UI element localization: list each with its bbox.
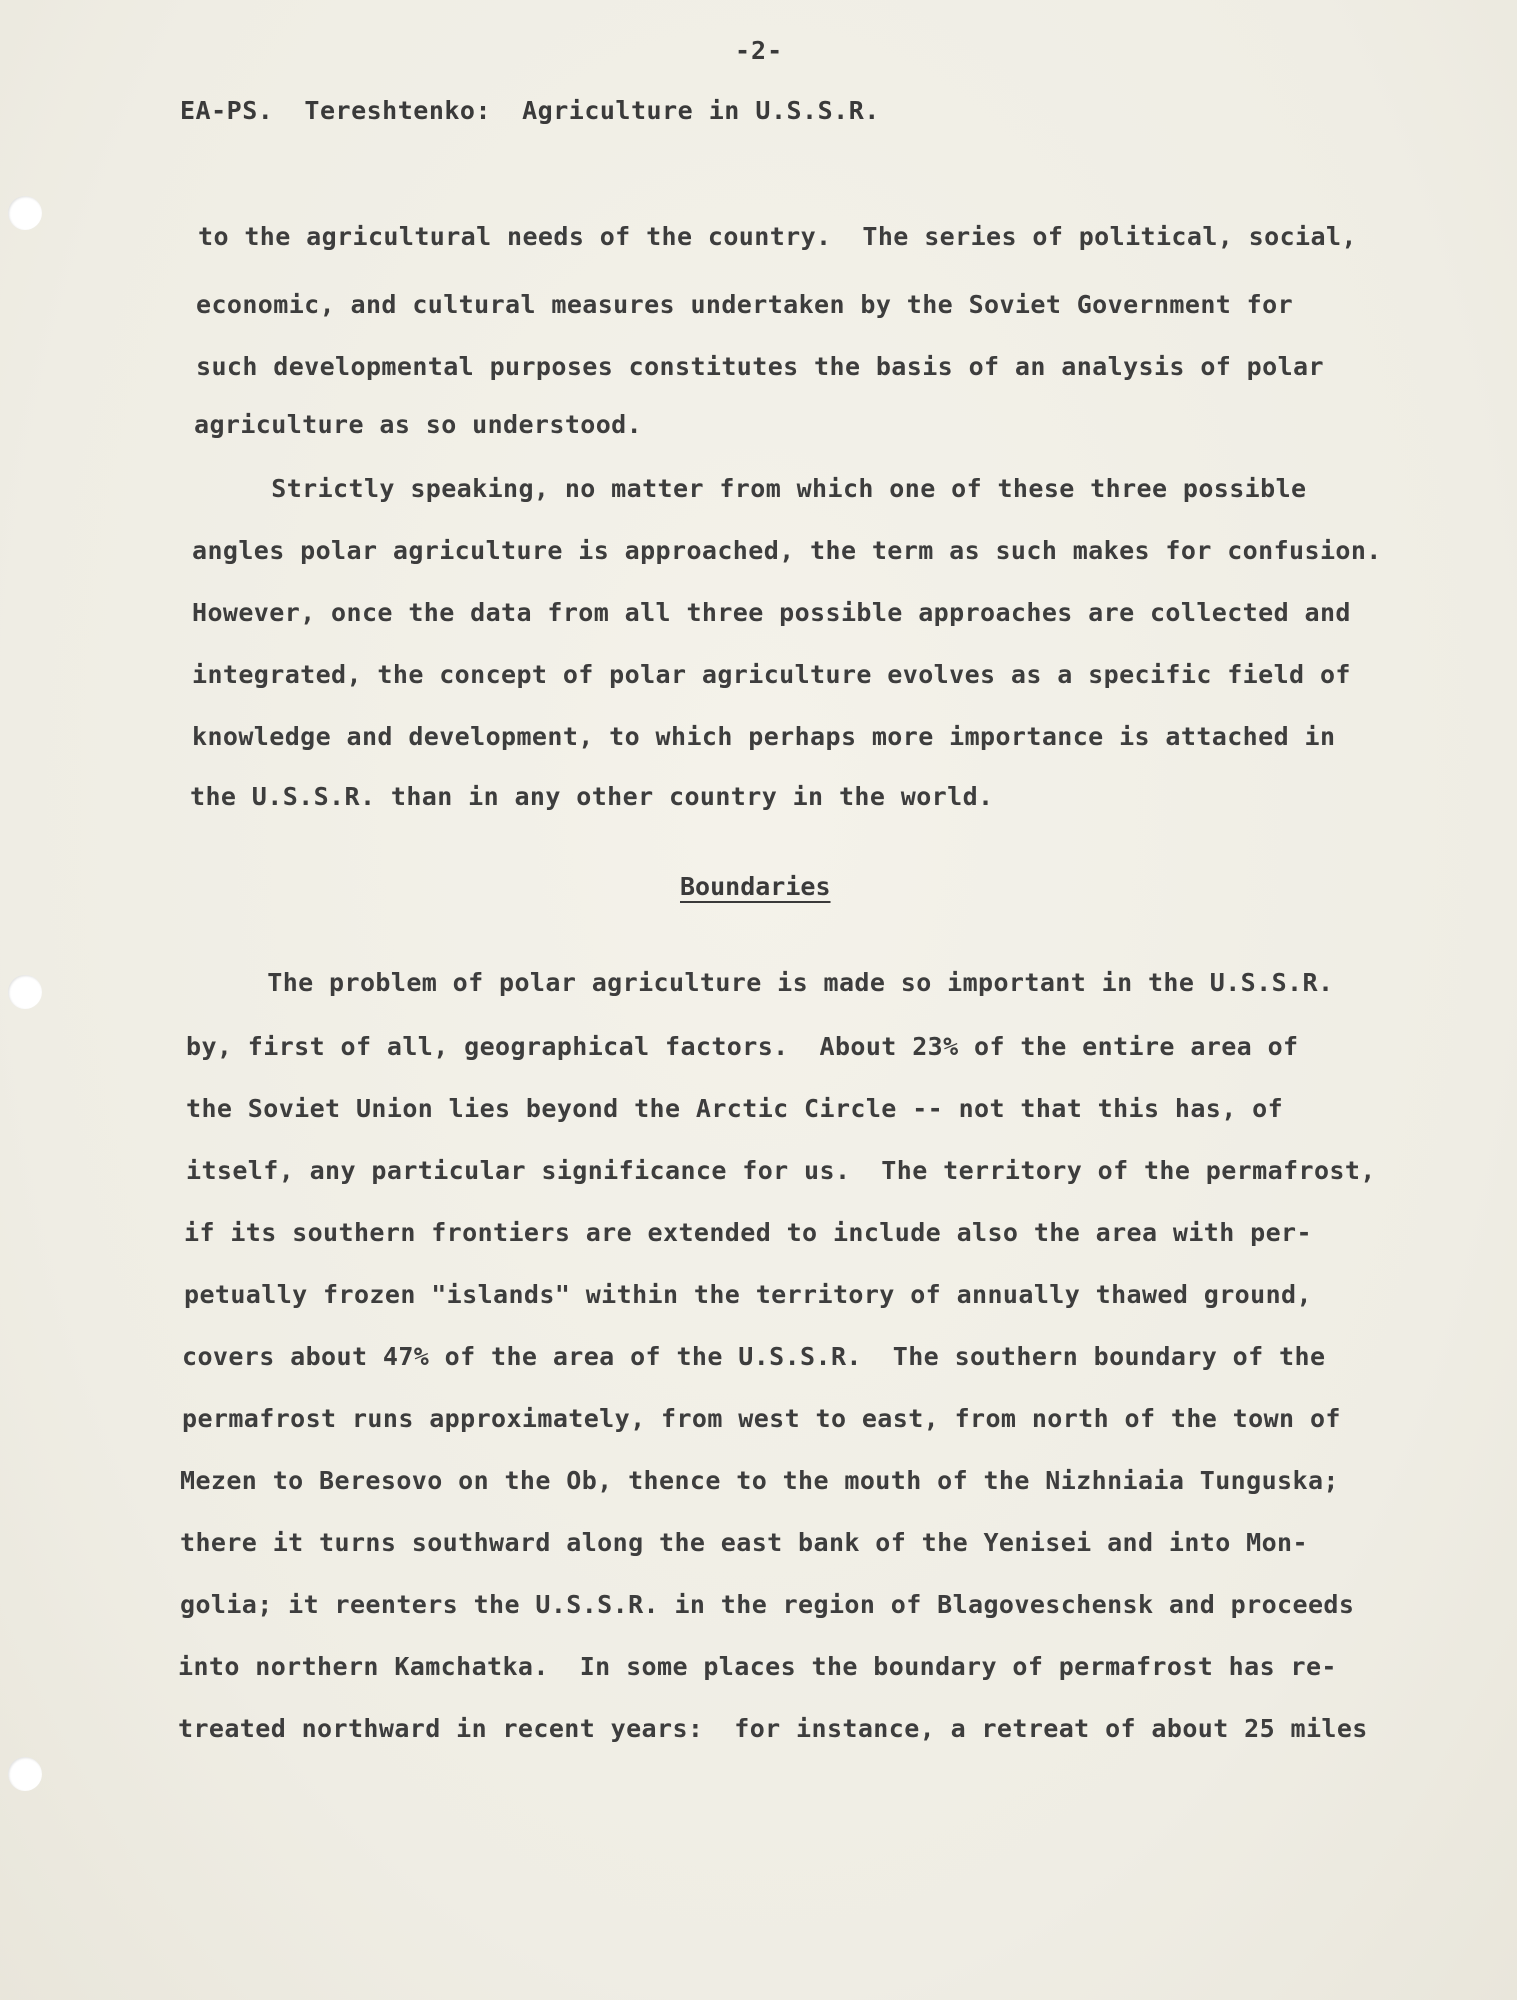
running-header: EA-PS. Tereshtenko: Agriculture in U.S.S.R. [180,96,880,125]
text-line: The problem of polar agriculture is made so important in the U.S.S.R. [190,968,1334,997]
text-line: itself, any particular significance for us. The territory of the permafrost, [186,1156,1376,1185]
text-line: golia; it reenters the U.S.S.R. in the region of Blagoveschensk and proceeds [180,1590,1355,1619]
text-line: by, first of all, geographical factors. About 23% of the entire area of [186,1032,1299,1061]
text-line: Strictly speaking, no matter from which one of these three possible [194,474,1307,503]
page-number: -2- [735,36,784,65]
text-line: economic, and cultural measures undertaken by the Soviet Government for [196,290,1294,319]
text-line: if its southern frontiers are extended to include also the area with per- [184,1218,1312,1247]
text-line: there it turns southward along the east bank of the Yenisei and into Mon- [180,1528,1308,1557]
text-line: knowledge and development, to which perhaps more importance is attached in [192,722,1336,751]
section-heading: Boundaries [680,872,831,901]
text-line: the Soviet Union lies beyond the Arctic Circle -- not that this has, of [186,1094,1284,1123]
text-line: to the agricultural needs of the country. The series of political, social, [198,222,1357,251]
text-line: permafrost runs approximately, from west to east, from north of the town of [182,1404,1341,1433]
text-line: such developmental purposes constitutes the basis of an analysis of polar [196,352,1324,381]
text-line: However, once the data from all three possible approaches are collected and [192,598,1351,627]
text-line: petually frozen "islands" within the territory of annually thawed ground, [184,1280,1312,1309]
text-line: angles polar agriculture is approached, the term as such makes for confusion. [192,536,1382,565]
punch-hole-top [8,196,42,230]
text-line: into northern Kamchatka. In some places the boundary of permafrost has re- [178,1652,1337,1681]
punch-hole-middle [8,975,42,1009]
text-line: the U.S.S.R. than in any other country in the world. [190,782,994,811]
text-line: covers about 47% of the area of the U.S.S.R. The southern boundary of the [182,1342,1326,1371]
text-line: Mezen to Beresovo on the Ob, thence to the mouth of the Nizhniaia Tunguska; [180,1466,1339,1495]
text-line: agriculture as so understood. [194,410,643,439]
text-line: treated northward in recent years: for instance, a retreat of about 25 miles [178,1714,1368,1743]
text-line: integrated, the concept of polar agriculture evolves as a specific field of [192,660,1351,689]
punch-hole-bottom [8,1757,42,1791]
